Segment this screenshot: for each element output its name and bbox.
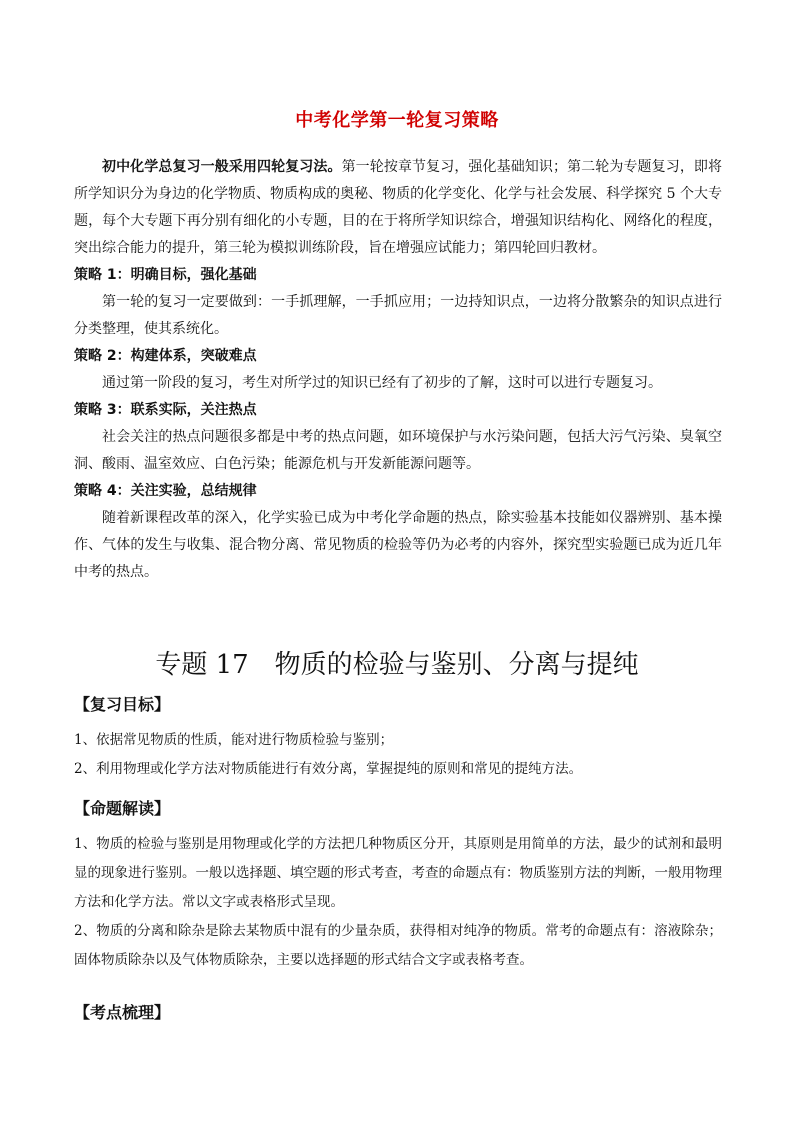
intro-text: 第一轮按章节复习，强化基础知识；第二轮为专题复习，即将所学知识分为身边的化学物质、物质构成的奥秘、物质的化学变化、化学与社会发展、科学探究 5 个大专题，每个大专题下再分别有细化的小专题，目的在于将所学知识综合，增强知识结构化、网络化的程度，突出综合能力的提升，第三轮为模拟训练阶段，旨在增强应试能力；第四轮回归教材。 xyxy=(74,159,723,256)
strategy-3-body: 社会关注的热点问题很多都是中考的热点问题，如环境保护与水污染问题，包括大污气污染、臭氧空洞、酸雨、温室效应、白色污染；能源危机与开发新能源问题等。 xyxy=(74,429,722,472)
intro-paragraph xyxy=(74,154,722,262)
interpretation-item: 2、物质的分离和除杂是除去某物质中混有的少量杂质，获得相对纯净的物质。常考的命题点有：溶液除杂；固体物质除杂以及气体物质除杂，主要以选择题的形式结合文字或表格考查。 xyxy=(74,923,722,968)
strategy-3-heading: 策略 3：联系实际，关注热点 xyxy=(74,402,257,418)
intro-bold-lead: 初中化学总复习一般采用四轮复习法。 xyxy=(102,159,342,175)
interpretation-list xyxy=(74,830,722,975)
strategy-4-heading: 策略 4：关注实验，总结规律 xyxy=(74,483,257,499)
review-goal-item: 1、依据常见物质的性质，能对进行物质检验与鉴别； xyxy=(74,732,394,748)
interpretation-heading: 【命题解读】 xyxy=(74,799,171,818)
review-goal-item: 2、利用物理或化学方法对物质能进行有效分离，掌握提纯的原则和常见的提纯方法。 xyxy=(74,761,583,777)
strategy-2-heading: 策略 2：构建体系，突破难点 xyxy=(74,348,257,364)
page-title: 中考化学第一轮复习策略 xyxy=(295,110,499,131)
strategy-2-body: 通过第一阶段的复习，考生对所学过的知识已经有了初步的了解，这时可以进行专题复习。 xyxy=(102,375,662,391)
points-heading: 【考点梳理】 xyxy=(74,1003,171,1022)
topic-title: 专题 17 物质的检验与鉴别、分离与提纯 xyxy=(155,650,639,680)
strategy-section xyxy=(74,154,722,586)
interpretation-item: 1、物质的检验与鉴别是用物理或化学的方法把几种物质区分开，其原则是用简单的方法，最少的试剂和最明显的现象进行鉴别。一般以选择题、填空题的形式考查，考查的命题点有：物质鉴别方法的判断，一般用物理方法和化学方法。常以文字或表格形式呈现。 xyxy=(74,836,722,910)
strategy-1-body: 第一轮的复习一定要做到：一手抓理解，一手抓应用；一边持知识点，一边将分散繁杂的知识点进行分类整理，使其系统化。 xyxy=(74,294,722,337)
strategy-4-body: 随着新课程改革的深入，化学实验已成为中考化学命题的热点，除实验基本技能如仪器辨别、基本操作、气体的发生与收集、混合物分离、常见物质的检验等仍为必考的内容外，探究型实验题已成为近几年中考的热点。 xyxy=(74,510,722,580)
review-goals-list xyxy=(74,726,722,784)
strategy-1-heading: 策略 1：明确目标，强化基础 xyxy=(74,267,257,283)
review-goals-heading: 【复习目标】 xyxy=(74,695,171,714)
